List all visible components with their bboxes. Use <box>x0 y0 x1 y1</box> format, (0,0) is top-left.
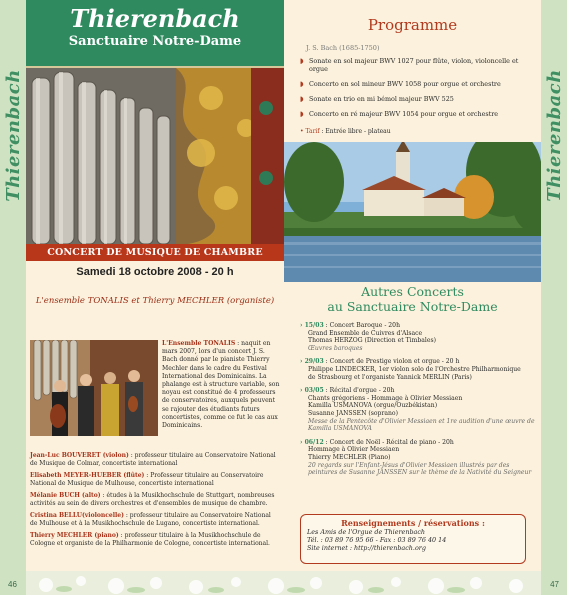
concert-item <box>300 322 536 352</box>
concert-date: 06/12 <box>304 438 324 446</box>
left-page-number: 46 <box>8 580 17 589</box>
member-desc: : professeur titulaire au Conservatoire National de Mulhouse et à la Musikhochschule de Lugano, concertiste international. <box>30 512 271 527</box>
programme-item <box>300 110 538 118</box>
member-desc: : études à la Musikhochschule de Stuttgart, nombreuses activités au sein de divers orchestres et d'ensembles de musique de chambre. <box>30 492 275 507</box>
concert-date: Samedi 18 octobre 2008 - 20 h <box>76 266 234 278</box>
programme-item-text: Concerto en ré majeur BWV 1054 pour orgue et orchestre <box>309 110 499 118</box>
right-page-number: 47 <box>550 580 559 589</box>
page-title: Thierenbach <box>70 4 240 33</box>
programme-item-text: Sonate en sol majeur BWV 1027 pour flûte, violon, violoncelle et orgue <box>309 57 519 73</box>
chevron-right-icon: › <box>300 322 305 329</box>
member-name: Elisabeth MEYER-HUEBER (flûte) <box>30 472 145 479</box>
sanctuary-photo <box>284 142 541 282</box>
concert-date: 15/03 <box>304 322 324 329</box>
member-name: Cristina BELLU(violoncelle) <box>30 512 124 519</box>
concert-date: 03/05 <box>304 387 324 395</box>
ensemble-line: L'ensemble TONALIS et Thierry MECHLER (organiste) <box>35 296 275 306</box>
composer-line: J. S. Bach (1685-1750) <box>306 44 380 52</box>
other-concerts-list <box>300 322 536 483</box>
title-header <box>26 0 284 68</box>
concert-item <box>300 358 536 381</box>
member-name: Mélanie BUCH (alto) <box>30 492 101 499</box>
ensemble-name: L'Ensemble TONALIS <box>162 340 236 347</box>
tarif-bullet-icon: • <box>300 128 306 135</box>
right-page <box>284 0 541 595</box>
member-desc: : professeur titulaire à la Musikhochschule de Cologne et organiste de la Philharmonie de Cologne, concertiste international. <box>30 532 270 547</box>
ensemble-description <box>162 340 280 430</box>
left-side-word-box <box>0 60 26 210</box>
reservation-phone: Tél. : 03 89 76 95 66 - Fax : 03 89 76 40 14 <box>307 536 447 545</box>
tarif-key: Tarif <box>305 128 320 135</box>
member-item <box>30 512 280 528</box>
programme-item <box>300 95 538 103</box>
member-item <box>30 452 280 468</box>
musicians-photo <box>30 340 158 436</box>
reservation-box <box>300 514 526 564</box>
ensemble-text: : naquit en mars 2007, lors d'un concert J. S. Bach donné par le pianiste Thierry Mechler dans le cadre du Festival International des Dominicains. La phalange est à structure variable, son noyau est constitué de 4 professeurs de conservatoires, auxquels peuvent se rajouter des étudiants futurs concertistes, comme ce fut le cas aux Dominicains. <box>162 340 280 430</box>
concert-title: : Concert de Noël - Récital de piano - 20h <box>323 438 454 446</box>
member-desc: : Professeur titulaire au Conservatoire National de Musique de Mulhouse, concertiste international <box>30 472 264 487</box>
concert-title: : Récital d'orgue - 20h <box>323 387 395 395</box>
programme-item-text: Sonate en trio en mi bémol majeur BWV 525 <box>309 95 454 103</box>
reservation-website[interactable]: Site internet : http://thierenbach.org <box>307 544 426 553</box>
bullet-icon: ◗ <box>300 110 304 118</box>
concert-line: Susanne JANSSEN (soprano) <box>308 409 398 417</box>
right-side-strip <box>541 0 567 595</box>
concert-item <box>300 439 536 477</box>
member-desc: : professeur titulaire au Conservatoire National de Musique de Colmar, concertiste international <box>30 452 276 467</box>
concert-line: Thierry MECHLER (Piano) <box>308 453 391 461</box>
other-concerts-title-line2: au Sanctuaire Notre-Dame <box>327 299 498 314</box>
member-item <box>30 532 280 548</box>
concert-line: de Strasbourg et l'organiste Yannick MERLIN (Paris) <box>308 373 472 381</box>
concert-line: Chants grégoriens - Hommage à Olivier Messiaen <box>308 394 463 402</box>
programme-item <box>300 57 538 73</box>
member-name: Jean-Luc BOUVERET (violon) <box>30 452 129 459</box>
concert-item <box>300 387 536 433</box>
musicians-photo-illustration <box>30 340 158 436</box>
other-concerts-title <box>284 284 541 314</box>
organ-photo-illustration <box>26 68 284 244</box>
right-side-word: Thierenbach <box>543 68 565 202</box>
other-concerts-title-line1: Autres Concerts <box>361 284 464 299</box>
concert-note: 20 regards sur l'Enfant-Jésus d'Olivier Messiaen illustrés par des peintures de Susanne JANSSEN sur le thème de la Nativité du Seigneur <box>308 461 532 477</box>
concert-band <box>26 244 284 261</box>
concert-line: Hommage à Olivier Messiaen <box>308 446 400 454</box>
reservation-title: Renseignements / réservations : <box>341 518 485 528</box>
reservation-line: Les Amis de l'Orgue de Thierenbach <box>307 528 426 536</box>
bullet-icon: ◗ <box>300 80 304 88</box>
concert-line: Philippe LINDECKER, 1er violon solo de l'Orchestre Philharmonique <box>308 365 521 373</box>
left-side-word: Thierenbach <box>2 68 24 202</box>
left-page <box>26 0 284 595</box>
programme-item <box>300 80 538 88</box>
member-item <box>30 472 280 488</box>
sanctuary-photo-illustration <box>284 142 541 282</box>
page-subtitle: Sanctuaire Notre-Dame <box>68 34 242 49</box>
tarif-value: : Entrée libre - plateau <box>319 128 391 135</box>
member-name: Thierry MECHLER (piano) <box>30 532 119 539</box>
concert-title: : Concert de Prestige violon et orgue - 20 h <box>323 358 460 366</box>
chevron-right-icon: › <box>300 438 305 446</box>
tarif-line <box>300 128 391 135</box>
organ-photo <box>26 68 284 244</box>
concert-title: : Concert Baroque - 20h <box>323 322 400 329</box>
concert-date: 29/03 <box>304 358 324 366</box>
bullet-icon: ◗ <box>300 57 304 65</box>
concert-line: Thomas HERZOG (Direction et Timbales) <box>308 337 436 345</box>
left-side-strip <box>0 0 26 595</box>
chevron-right-icon: › <box>300 358 305 366</box>
programme-list <box>300 57 538 125</box>
concert-line: Kamilla USMANOVA (orgue/Ouzbékistan) <box>308 402 438 410</box>
right-side-word-box <box>541 60 567 210</box>
programme-title: Programme <box>367 16 458 34</box>
programme-item-text: Concerto en sol mineur BWV 1058 pour orgue et orchestre <box>309 80 501 88</box>
concert-note: Messe de la Pentecôte d'Olivier Messiaen et 1re audition d'une œuvre de Kamilla USMANOVA <box>308 417 535 433</box>
member-item <box>30 492 280 508</box>
floral-border <box>26 571 541 595</box>
concert-band-label: CONCERT DE MUSIQUE DE CHAMBRE <box>47 247 263 258</box>
chevron-right-icon: › <box>300 387 305 395</box>
concert-line: Grand Ensemble de Cuivres d'Alsace <box>308 329 423 337</box>
concert-note: Œuvres baroques <box>308 344 363 352</box>
bullet-icon: ◗ <box>300 95 304 103</box>
members-list <box>30 452 280 552</box>
